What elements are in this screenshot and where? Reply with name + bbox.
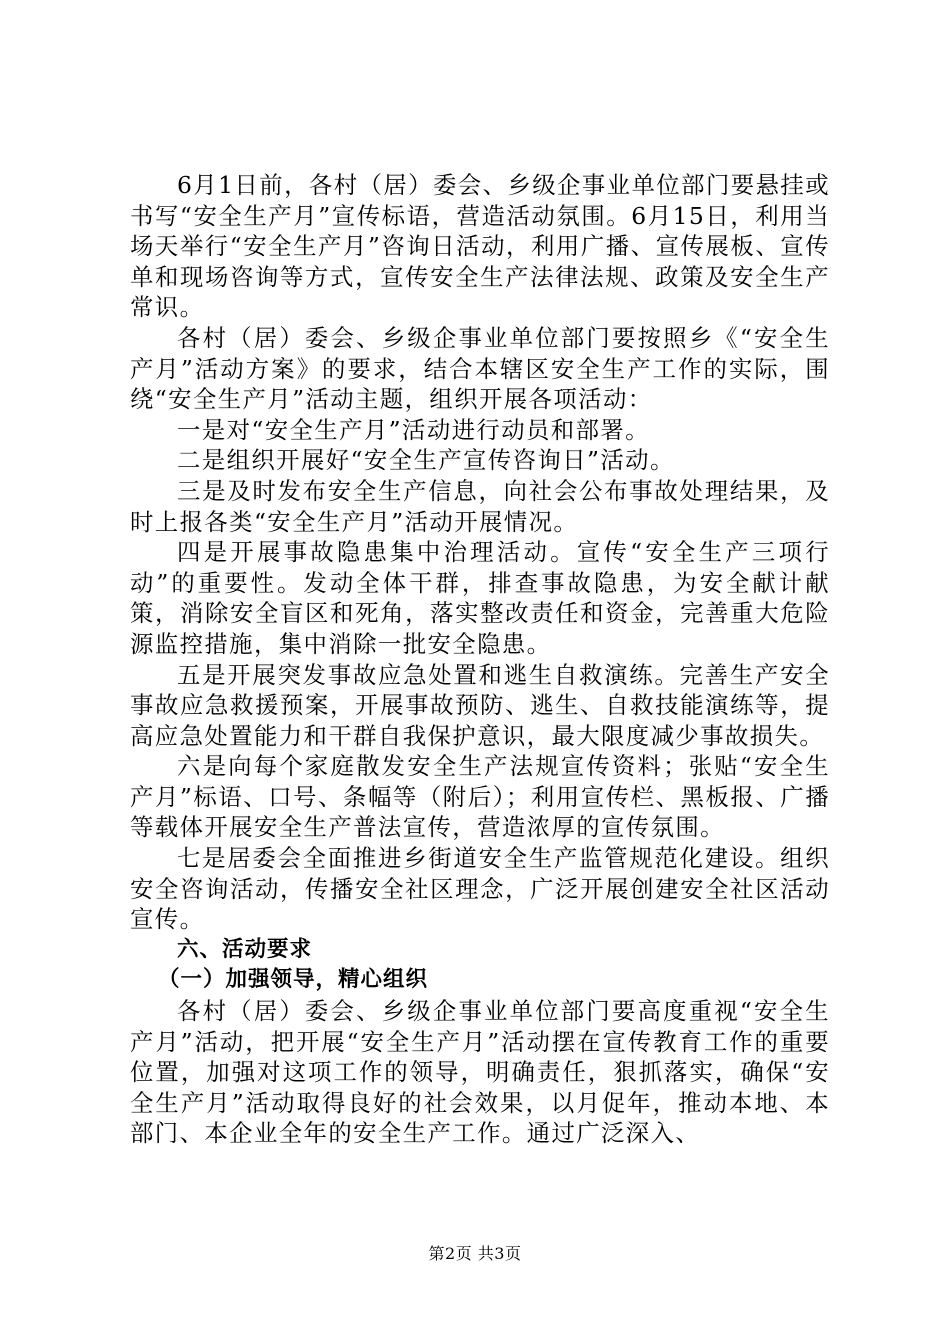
- paragraph-leadership: 各村（居）委会、乡级企事业单位部门要高度重视“安全生产月”活动，把开展“安全生产月”活动摆在宣传教育工作的重要位置，加强对这项工作的领导，明确责任，狠抓落实，确保“安全生产月”活动取得良好的社会效果，以月促年，推动本地、本部门、本企业全年的安全生产工作。通过广泛深入、: [130, 997, 830, 1148]
- paragraph-item-seven: 七是居委会全面推进乡街道安全生产监管规范化建设。组织安全咨询活动，传播安全社区理念，广泛开展创建安全社区活动宣传。: [130, 844, 830, 934]
- paragraph-item-three: 三是及时发布安全生产信息，向社会公布事故处理结果，及时上报各类“安全生产月”活动开展情况。: [130, 476, 830, 536]
- paragraph-publicity-day: 6月1日前，各村（居）委会、乡级企事业单位部门要悬挂或书写“安全生产月”宣传标语，营造活动氛围。6月15日，利用当场天举行“安全生产月”咨询日活动，利用广播、宣传展板、宣传单和现场咨询等方式，宣传安全生产法律法规、政策及安全生产常识。: [130, 171, 830, 322]
- paragraph-activity-plan: 各村（居）委会、乡级企事业单位部门要按照乡《“安全生产月”活动方案》的要求，结合本辖区安全生产工作的实际，围绕“安全生产月”活动主题，组织开展各项活动：: [130, 323, 830, 414]
- paragraph-item-four: 四是开展事故隐患集中治理活动。宣传“安全生产三项行动”的重要性。发动全体干群，排查事故隐患，为安全献计献策，消除安全盲区和死角，落实整改责任和资金，完善重大危险源监控措施，集中消除一批安全隐患。: [130, 538, 830, 658]
- subsection-heading: （一）加强领导，精心组织: [158, 967, 429, 993]
- paragraph-item-five: 五是开展突发事故应急处置和逃生自救演练。完善生产安全事故应急救援预案，开展事故预防、逃生、自救技能演练等，提高应急处置能力和干群自我保护意识，最大限度减少事故损失。: [130, 660, 830, 750]
- section-heading: 六、活动要求: [177, 936, 313, 962]
- paragraph-item-one: 一是对“安全生产月”活动进行动员和部署。: [177, 415, 650, 444]
- page-number-footer: 第2页 共3页: [428, 1244, 522, 1263]
- paragraph-item-six: 六是向每个家庭散发安全生产法规宣传资料；张贴“安全生产月”标语、口号、条幅等（附后）；利用宣传栏、黑板报、广播等载体开展安全生产普法宣传，营造浓厚的宣传氛围。: [130, 752, 830, 842]
- paragraph-item-two: 二是组织开展好“安全生产宣传咨询日”活动。: [177, 446, 675, 475]
- document-body: [130, 170, 830, 1149]
